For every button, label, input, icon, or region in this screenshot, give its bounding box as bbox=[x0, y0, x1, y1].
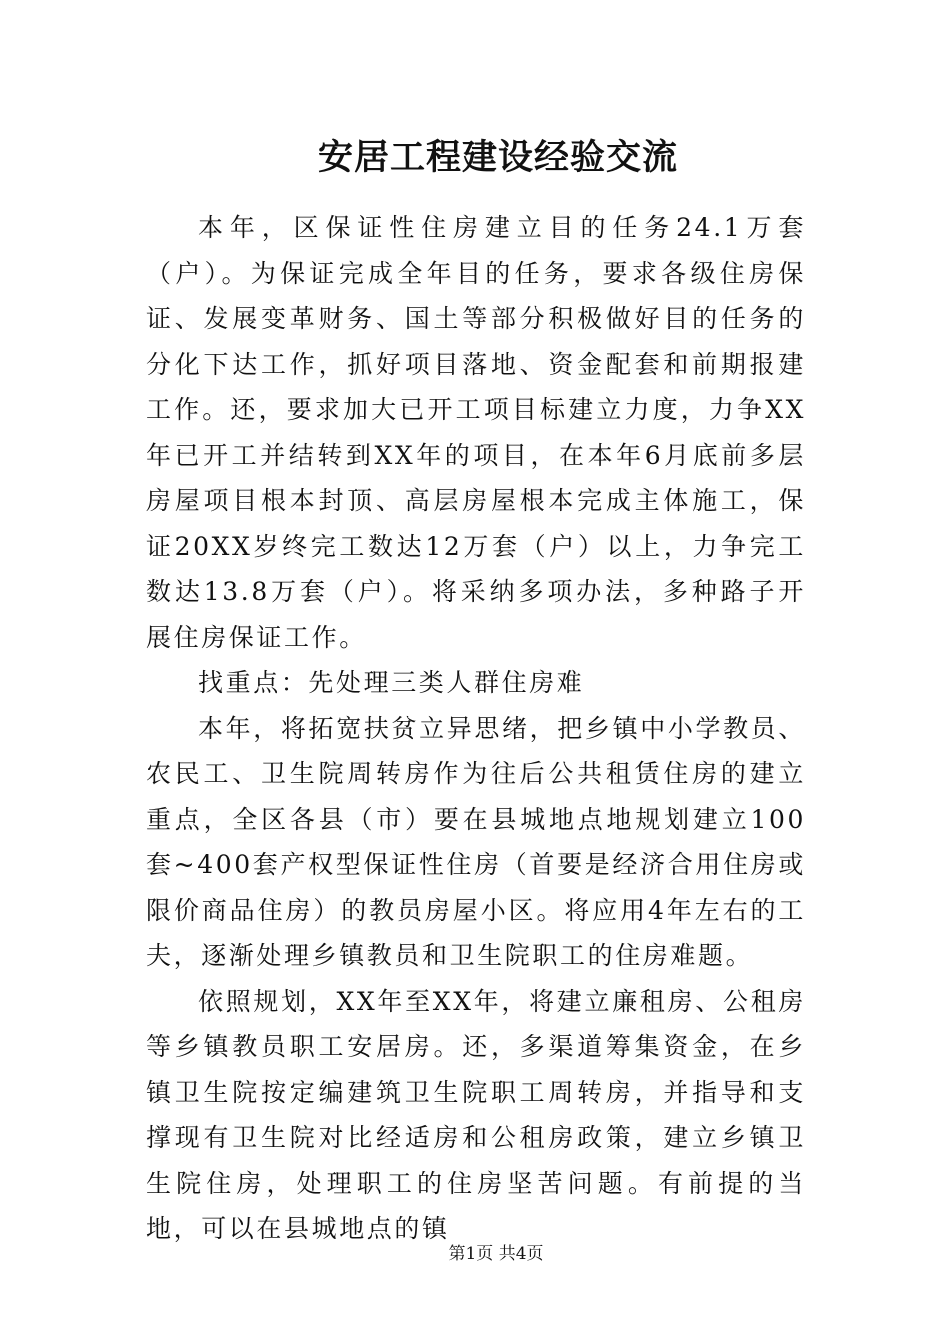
paragraph-4: 依照规划，XX年至XX年，将建立廉租房、公租房等乡镇教员职工安居房。还，多渠道筹集资金，在乡镇卫生院按定编建筑卫生院职工周转房，并指导和支撑现有卫生院对比经适房和公租房政策，建立乡镇卫生院住房，处理职工的住房坚苦问题。有前提的当地，可以在县城地点的镇 bbox=[146, 986, 806, 1243]
document-title: 安居工程建设经验交流 bbox=[317, 137, 678, 178]
document-body bbox=[146, 205, 806, 1252]
paragraph-3: 本年，将拓宽扶贫立异思绪，把乡镇中小学教员、农民工、卫生院周转房作为往后公共租赁住房的建立重点，全区各县（市）要在县城地点地规划建立100套~400套产权型保证性住房（首要是经济合用住房或限价商品住房）的教员房屋小区。将应用4年左右的工夫，逐渐处理乡镇教员和卫生院职工的住房难题。 bbox=[146, 713, 806, 970]
page-footer: 第1页 共4页 bbox=[448, 1244, 544, 1264]
paragraph-2-heading: 找重点：先处理三类人群住房难 bbox=[198, 668, 585, 697]
paragraph-1: 本年，区保证性住房建立目的任务24.1万套（户）。为保证完成全年目的任务，要求各级住房保证、发展变革财务、国土等部分积极做好目的任务的分化下达工作，抓好项目落地、资金配套和前期报建工作。还，要求加大已开工项目标建立力度，力争XX年已开工并结转到XX年的项目，在本年6月底前多层房屋项目根本封顶、高层房屋根本完成主体施工，保证20XX岁终完工数达12万套（户）以上，力争完工数达13.8万套（户）。将采纳多项办法，多种路子开展住房保证工作。 bbox=[146, 213, 806, 652]
